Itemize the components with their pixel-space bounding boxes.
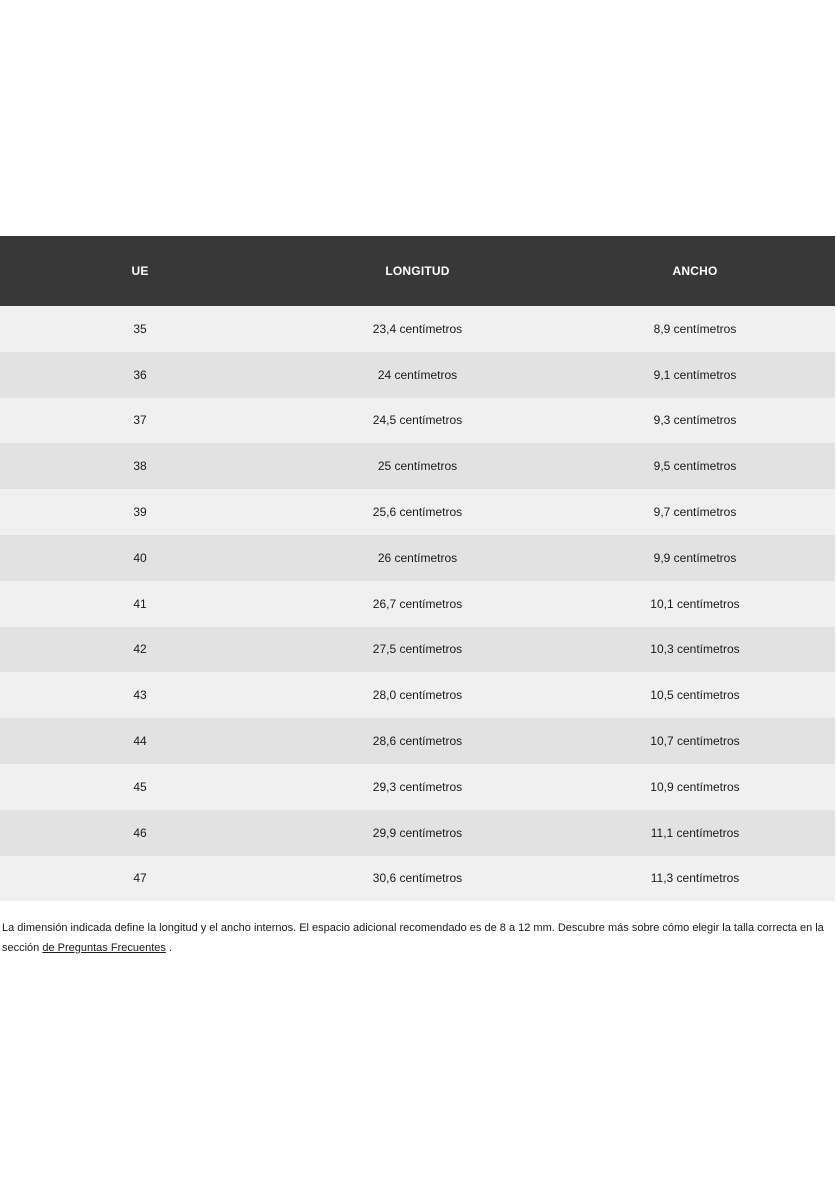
cell-ue: 41 — [0, 581, 280, 627]
cell-width: 9,7 centímetros — [555, 489, 835, 535]
cell-width: 8,9 centímetros — [555, 306, 835, 352]
table-row — [0, 718, 835, 764]
cell-width: 9,5 centímetros — [555, 443, 835, 489]
cell-length: 29,9 centímetros — [280, 810, 555, 856]
cell-length: 26 centímetros — [280, 535, 555, 581]
cell-length: 28,6 centímetros — [280, 718, 555, 764]
table-row — [0, 764, 835, 810]
table-row — [0, 306, 835, 352]
table-row — [0, 352, 835, 398]
size-footnote — [2, 918, 832, 958]
cell-length: 27,5 centímetros — [280, 627, 555, 673]
faq-link[interactable]: de Preguntas Frecuentes — [42, 942, 166, 954]
cell-ue: 36 — [0, 352, 280, 398]
cell-width: 10,5 centímetros — [555, 672, 835, 718]
cell-ue: 46 — [0, 810, 280, 856]
size-table — [0, 236, 835, 901]
cell-width: 9,3 centímetros — [555, 398, 835, 444]
cell-length: 23,4 centímetros — [280, 306, 555, 352]
cell-ue: 42 — [0, 627, 280, 673]
table-body — [0, 306, 835, 901]
cell-length: 25,6 centímetros — [280, 489, 555, 535]
header-width: ANCHO — [555, 236, 835, 306]
cell-ue: 35 — [0, 306, 280, 352]
cell-ue: 39 — [0, 489, 280, 535]
cell-width: 10,7 centímetros — [555, 718, 835, 764]
cell-length: 30,6 centímetros — [280, 856, 555, 902]
cell-width: 11,1 centímetros — [555, 810, 835, 856]
table-row — [0, 856, 835, 902]
cell-length: 29,3 centímetros — [280, 764, 555, 810]
cell-ue: 47 — [0, 856, 280, 902]
table-row — [0, 672, 835, 718]
cell-width: 9,1 centímetros — [555, 352, 835, 398]
cell-ue: 44 — [0, 718, 280, 764]
table-row — [0, 443, 835, 489]
cell-length: 28,0 centímetros — [280, 672, 555, 718]
cell-length: 25 centímetros — [280, 443, 555, 489]
footnote-text: La dimensión indicada define la longitud y el ancho internos. El espacio adicional recomendado es de 8 a 12 mm. Descubre más sobre cómo elegir la talla correcta en la sección — [2, 922, 824, 954]
cell-ue: 45 — [0, 764, 280, 810]
cell-ue: 37 — [0, 398, 280, 444]
cell-width: 10,3 centímetros — [555, 627, 835, 673]
cell-length: 24,5 centímetros — [280, 398, 555, 444]
cell-width: 11,3 centímetros — [555, 856, 835, 902]
table-row — [0, 627, 835, 673]
footnote-suffix: . — [165, 942, 173, 954]
cell-width: 10,1 centímetros — [555, 581, 835, 627]
header-row — [0, 236, 835, 306]
table-header — [0, 236, 835, 306]
cell-width: 10,9 centímetros — [555, 764, 835, 810]
cell-ue: 40 — [0, 535, 280, 581]
table-row — [0, 810, 835, 856]
header-ue: UE — [0, 236, 280, 306]
cell-ue: 43 — [0, 672, 280, 718]
header-length: LONGITUD — [280, 236, 555, 306]
table-row — [0, 535, 835, 581]
cell-ue: 38 — [0, 443, 280, 489]
cell-length: 24 centímetros — [280, 352, 555, 398]
cell-length: 26,7 centímetros — [280, 581, 555, 627]
table-row — [0, 489, 835, 535]
table-row — [0, 398, 835, 444]
cell-width: 9,9 centímetros — [555, 535, 835, 581]
table-row — [0, 581, 835, 627]
